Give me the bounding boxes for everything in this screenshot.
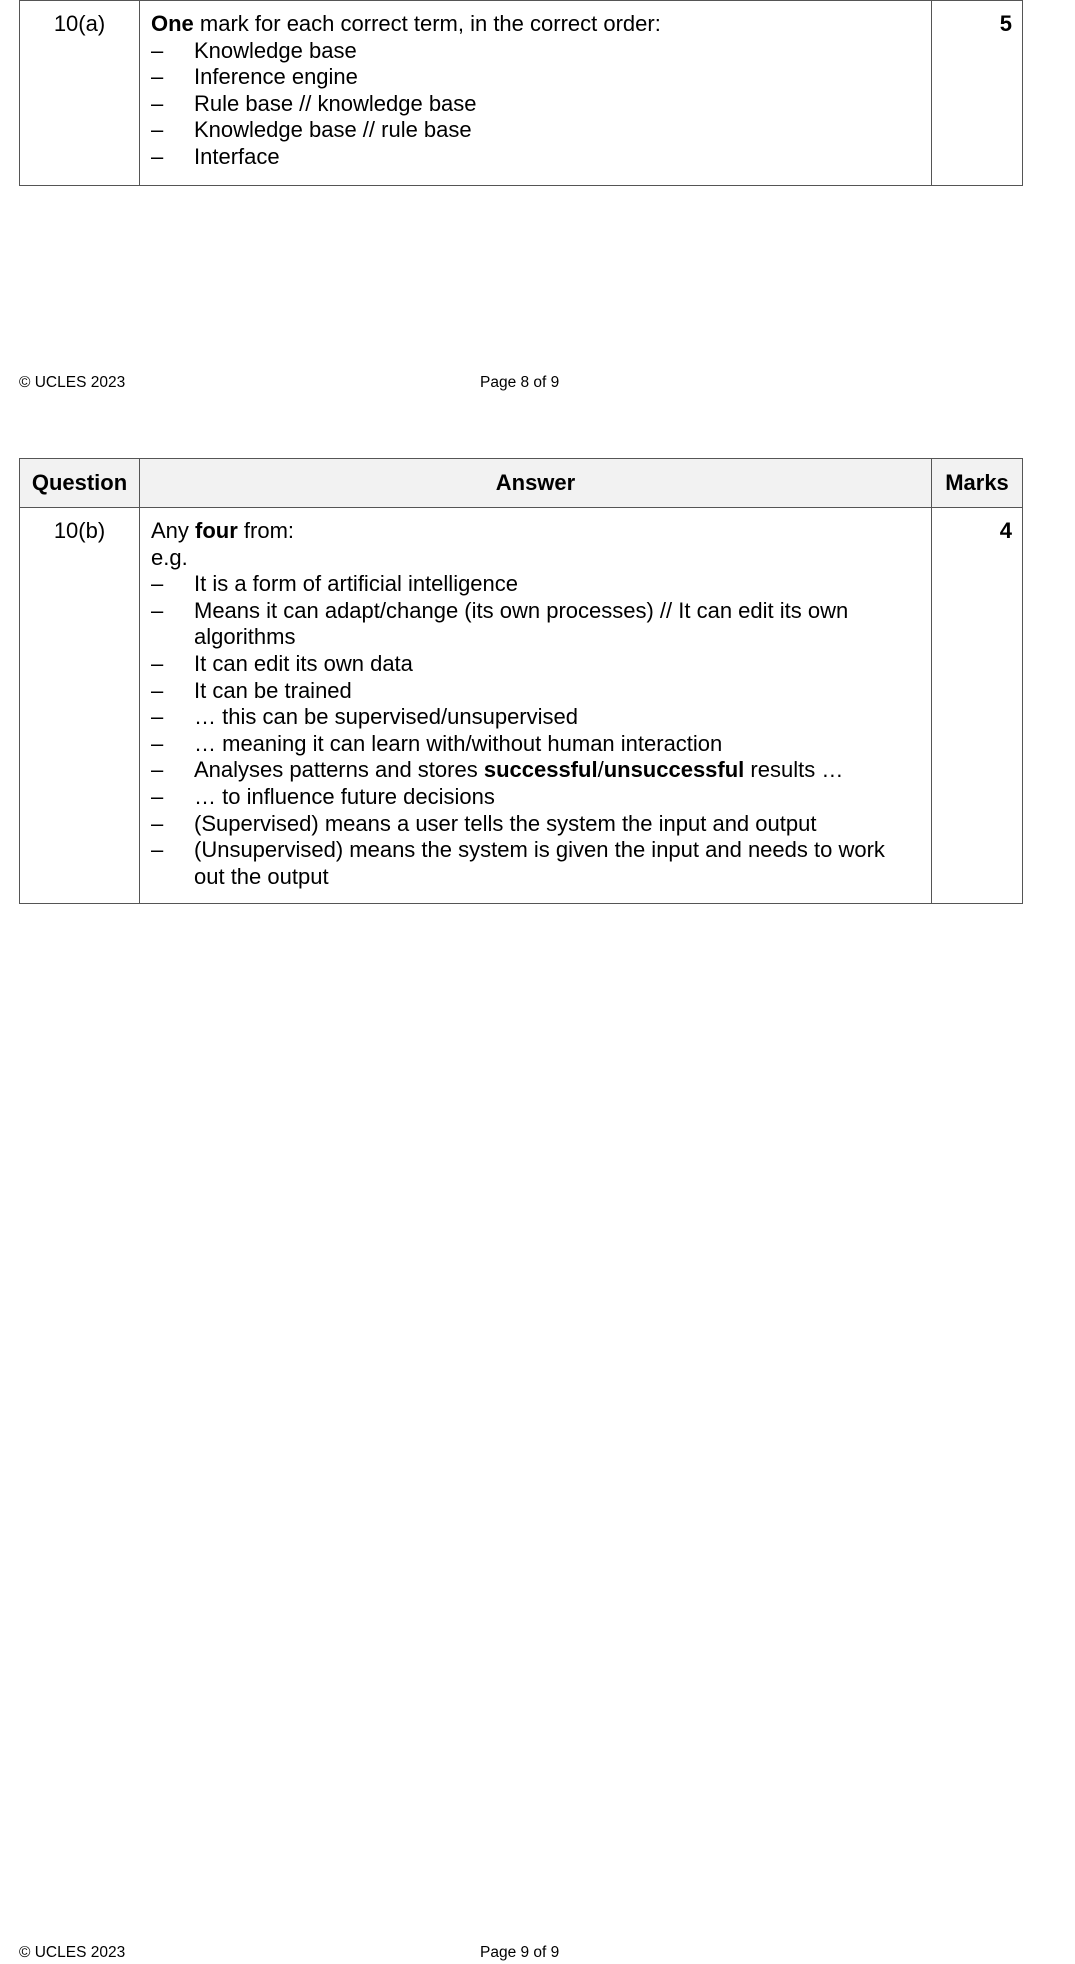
footer-page-number: Page 9 of 9 bbox=[480, 1944, 560, 1961]
list-item-text: Rule base // knowledge base bbox=[194, 90, 477, 116]
list-item bbox=[151, 784, 921, 811]
list-item-text: … to influence future decisions bbox=[194, 783, 495, 809]
list-item-text: Means it can adapt/change (its own processes) // It can edit its own algorithms bbox=[194, 597, 849, 650]
answer-cell bbox=[140, 1, 932, 186]
answer-intro-text: Any bbox=[151, 518, 196, 543]
list-item bbox=[151, 117, 921, 144]
dash-bullet: – bbox=[151, 704, 164, 730]
dash-bullet: – bbox=[151, 650, 164, 676]
list-item-text: (Supervised) means a user tells the system the input and output bbox=[194, 810, 817, 836]
list-item bbox=[151, 731, 921, 758]
list-item bbox=[151, 91, 921, 118]
answer-intro bbox=[151, 518, 921, 545]
list-item-text: Knowledge base // rule base bbox=[194, 117, 472, 143]
dash-bullet: – bbox=[151, 597, 164, 623]
marks-cell: 4 bbox=[932, 508, 1023, 904]
answer-intro bbox=[151, 11, 921, 38]
question-cell: 10(b) bbox=[20, 508, 140, 904]
footer-copyright: © UCLES 2023 bbox=[19, 1944, 126, 1961]
answer-list bbox=[151, 571, 921, 890]
list-item bbox=[151, 837, 921, 890]
dash-bullet: – bbox=[151, 837, 164, 863]
footer-page-number: Page 8 of 9 bbox=[480, 374, 560, 391]
list-item bbox=[151, 651, 921, 678]
list-item-text: Inference engine bbox=[194, 64, 358, 90]
answer-intro-text: mark for each correct term, in the correct order: bbox=[193, 11, 661, 36]
list-item-text: It can edit its own data bbox=[194, 650, 413, 676]
answer-list bbox=[151, 38, 921, 171]
marks-cell: 5 bbox=[932, 1, 1023, 186]
emphasis-successful: successful bbox=[483, 757, 598, 783]
list-item-text: … this can be supervised/unsupervised bbox=[194, 704, 578, 730]
answer-intro-bold: four bbox=[195, 518, 238, 543]
dash-bullet: – bbox=[151, 90, 164, 116]
dash-bullet: – bbox=[151, 757, 164, 783]
header-marks: Marks bbox=[932, 459, 1023, 508]
header-answer: Answer bbox=[140, 459, 932, 508]
list-item-text: It can be trained bbox=[194, 677, 352, 703]
list-item bbox=[151, 571, 921, 598]
table-row bbox=[20, 508, 1023, 904]
list-item bbox=[151, 598, 921, 651]
dash-bullet: – bbox=[151, 810, 164, 836]
list-item bbox=[151, 811, 921, 838]
emphasis-unsuccessful: unsuccessful bbox=[603, 757, 745, 783]
list-item bbox=[151, 704, 921, 731]
dash-bullet: – bbox=[151, 64, 164, 90]
list-item-text: (Unsupervised) means the system is given the input and needs to work out the output bbox=[194, 837, 885, 889]
table-header-row bbox=[20, 459, 1023, 508]
list-item-text bbox=[194, 757, 843, 782]
footer-copyright: © UCLES 2023 bbox=[19, 374, 126, 391]
list-item-text-part: Analyses patterns and stores bbox=[194, 757, 484, 783]
list-item-text: Interface bbox=[194, 143, 280, 169]
list-item-text: It is a form of artificial intelligence bbox=[194, 571, 519, 597]
dash-bullet: – bbox=[151, 571, 164, 597]
dash-bullet: – bbox=[151, 143, 164, 169]
list-item-text: Knowledge base bbox=[194, 37, 357, 63]
answer-intro-bold: One bbox=[151, 11, 194, 36]
answer-intro-text: from: bbox=[237, 518, 295, 543]
mark-scheme-table-10b bbox=[19, 458, 1023, 904]
mark-scheme-table-10a bbox=[19, 0, 1023, 186]
header-question: Question bbox=[20, 459, 140, 508]
answer-cell bbox=[140, 508, 932, 904]
list-item bbox=[151, 64, 921, 91]
list-item-text: … meaning it can learn with/without human interaction bbox=[194, 730, 723, 756]
answer-eg: e.g. bbox=[151, 544, 188, 570]
question-cell: 10(a) bbox=[20, 1, 140, 186]
list-item-text-part: results … bbox=[744, 757, 844, 783]
dash-bullet: – bbox=[151, 37, 164, 63]
list-item bbox=[151, 144, 921, 171]
list-item-text-part: / bbox=[597, 757, 604, 783]
dash-bullet: – bbox=[151, 117, 164, 143]
list-item bbox=[151, 757, 921, 784]
dash-bullet: – bbox=[151, 677, 164, 703]
dash-bullet: – bbox=[151, 730, 164, 756]
list-item bbox=[151, 678, 921, 705]
table-row bbox=[20, 1, 1023, 186]
list-item bbox=[151, 38, 921, 65]
dash-bullet: – bbox=[151, 783, 164, 809]
